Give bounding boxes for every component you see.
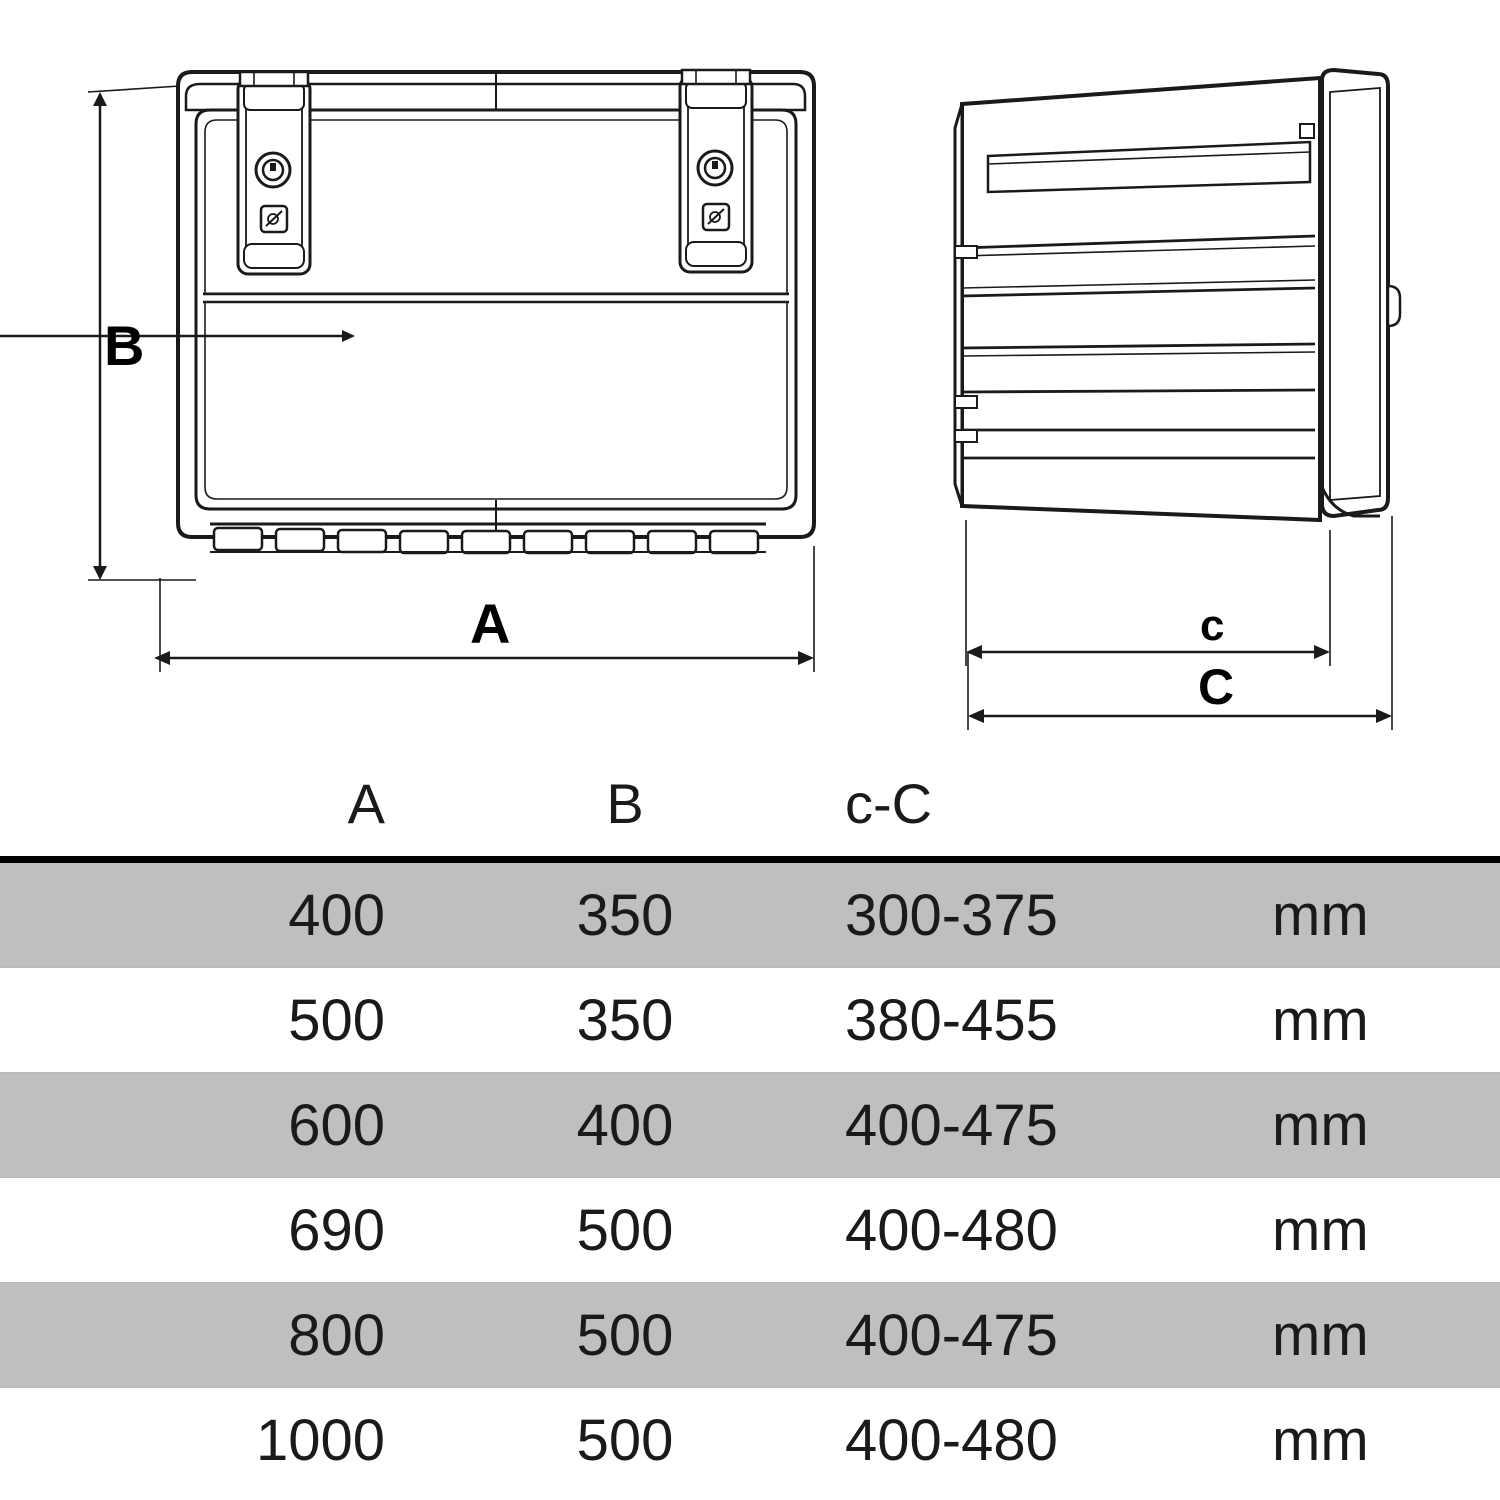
cell-c: 300-375	[750, 860, 1250, 968]
cell-c: 400-475	[750, 1073, 1250, 1178]
cell-unit: mm	[1250, 860, 1500, 968]
cell-c: 400-480	[750, 1178, 1250, 1283]
cell-a: 690	[0, 1178, 500, 1283]
table-row	[0, 1178, 1500, 1283]
dimension-label-b: B	[104, 314, 145, 377]
cell-b: 350	[500, 860, 750, 968]
column-header-a: A	[0, 765, 500, 860]
dimensions-table-wrap	[0, 765, 1500, 1492]
dimension-label-c-large: C	[1198, 659, 1235, 715]
column-header-c: c-C	[750, 765, 1250, 860]
cell-unit: mm	[1250, 968, 1500, 1073]
front-view-group	[178, 70, 814, 553]
dimensions-table	[0, 765, 1500, 1492]
cell-c: 380-455	[750, 968, 1250, 1073]
latch-right	[680, 70, 752, 272]
cell-unit: mm	[1250, 1283, 1500, 1388]
cell-b: 500	[500, 1178, 750, 1283]
column-header-unit	[1250, 765, 1500, 860]
side-view-group	[955, 70, 1400, 520]
cell-c: 400-475	[750, 1283, 1250, 1388]
cell-a: 400	[0, 860, 500, 968]
dimension-label-a: A	[470, 592, 511, 655]
cell-a: 800	[0, 1283, 500, 1388]
cell-a: 600	[0, 1073, 500, 1178]
cell-a: 1000	[0, 1388, 500, 1493]
dimension-label-c-small: c	[1200, 601, 1225, 650]
table-row	[0, 860, 1500, 968]
cell-a: 500	[0, 968, 500, 1073]
cell-unit: mm	[1250, 1073, 1500, 1178]
table-row	[0, 1388, 1500, 1493]
cell-c: 400-480	[750, 1388, 1250, 1493]
cell-unit: mm	[1250, 1178, 1500, 1283]
cell-b: 350	[500, 968, 750, 1073]
cell-unit: mm	[1250, 1388, 1500, 1493]
table-row	[0, 1283, 1500, 1388]
cell-b: 500	[500, 1283, 750, 1388]
column-header-b: B	[500, 765, 750, 860]
table-row	[0, 1073, 1500, 1178]
cell-b: 500	[500, 1388, 750, 1493]
table-header-row	[0, 765, 1500, 860]
table-row	[0, 968, 1500, 1073]
cell-b: 400	[500, 1073, 750, 1178]
latch-left	[238, 72, 310, 274]
